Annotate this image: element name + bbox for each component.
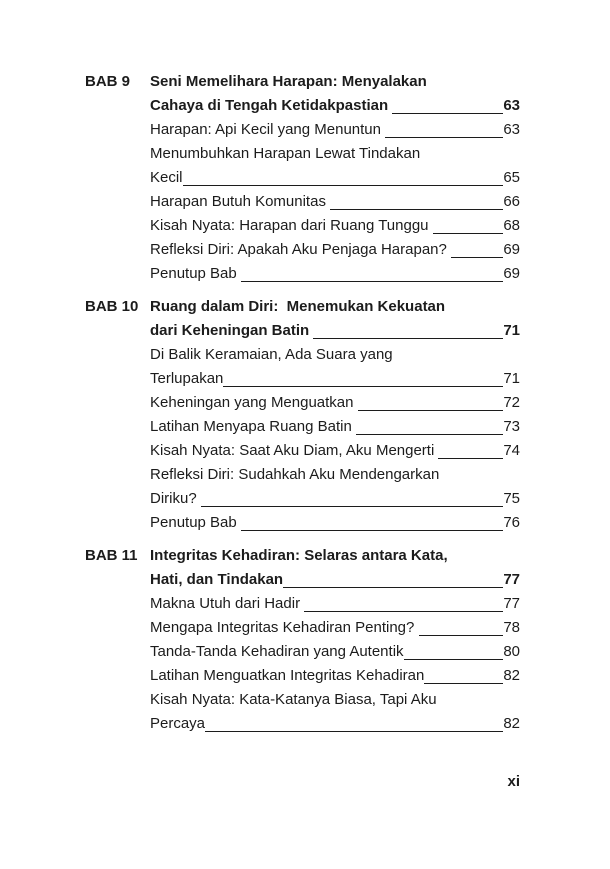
leader-line	[223, 386, 503, 387]
leader-line	[241, 281, 503, 282]
toc-entry-text: Hati, dan Tindakan	[150, 571, 284, 588]
toc-entry-text: Kisah Nyata: Saat Aku Diam, Aku Mengerti	[150, 442, 439, 459]
toc-entry-text: Kisah Nyata: Harapan dari Ruang Tunggu	[150, 217, 433, 234]
toc-entry-text: Diriku?	[150, 490, 201, 507]
leader-line	[451, 257, 503, 258]
toc-row	[150, 214, 520, 238]
leader-line	[392, 113, 503, 114]
toc-entry-text: Latihan Menyapa Ruang Batin	[150, 418, 356, 435]
leader-line	[283, 587, 503, 588]
toc-entry-page: 77	[503, 571, 520, 588]
toc-entry-text: Terlupakan	[150, 370, 224, 387]
toc-row	[150, 439, 520, 463]
toc-entry-page: 75	[503, 490, 520, 507]
toc-row	[150, 70, 520, 94]
toc-row	[150, 166, 520, 190]
toc-entry-text: Seni Memelihara Harapan: Menyalakan	[150, 73, 427, 90]
table-of-contents	[85, 70, 520, 736]
chapter-label: BAB 11	[85, 547, 138, 564]
toc-entry-page: 74	[503, 442, 520, 459]
toc-entry-text: Percaya	[150, 715, 206, 732]
leader-line	[330, 209, 503, 210]
toc-entry-page: 68	[503, 217, 520, 234]
toc-entry-page: 82	[503, 667, 520, 684]
leader-line	[358, 410, 504, 411]
leader-line	[313, 338, 503, 339]
toc-entry-page: 73	[503, 418, 520, 435]
toc-row	[150, 391, 520, 415]
toc-entry-page: 77	[503, 595, 520, 612]
toc-entry-page: 80	[503, 643, 520, 660]
toc-row	[150, 463, 520, 487]
leader-line	[356, 434, 503, 435]
toc-entry-page: 71	[503, 370, 520, 387]
leader-line	[404, 659, 504, 660]
leader-line	[433, 233, 504, 234]
toc-row	[150, 544, 520, 568]
chapter-rows	[150, 70, 520, 286]
leader-line	[438, 458, 503, 459]
leader-line	[304, 611, 503, 612]
toc-entry-text: Kisah Nyata: Kata-Katanya Biasa, Tapi Aku	[150, 691, 437, 708]
toc-chapter	[85, 544, 520, 736]
toc-entry-text: Harapan Butuh Komunitas	[150, 193, 331, 210]
toc-entry-text: Tanda-Tanda Kehadiran yang Autentik	[150, 643, 404, 660]
chapter-rows	[150, 295, 520, 535]
toc-entry-page: 78	[503, 619, 520, 636]
toc-row	[150, 616, 520, 640]
toc-entry-text: Integritas Kehadiran: Selaras antara Kata,	[150, 547, 448, 564]
toc-entry-text: Penutup Bab	[150, 265, 241, 282]
toc-chapter	[85, 70, 520, 286]
leader-line	[205, 731, 503, 732]
toc-row	[150, 487, 520, 511]
toc-entry-text: Penutup Bab	[150, 514, 241, 531]
toc-entry-text: Menumbuhkan Harapan Lewat Tindakan	[150, 145, 421, 162]
toc-row	[150, 712, 520, 736]
toc-row	[150, 343, 520, 367]
toc-row	[150, 568, 520, 592]
toc-row	[150, 367, 520, 391]
toc-entry-text: Keheningan yang Menguatkan	[150, 394, 358, 411]
toc-entry-page: 65	[503, 169, 520, 186]
leader-line	[201, 506, 503, 507]
chapter-label: BAB 9	[85, 73, 131, 90]
toc-row	[150, 664, 520, 688]
toc-entry-page: 71	[503, 322, 520, 339]
toc-row	[150, 238, 520, 262]
toc-entry-page: 63	[503, 97, 520, 114]
toc-row	[150, 688, 520, 712]
toc-entry-text: Makna Utuh dari Hadir	[150, 595, 305, 612]
toc-entry-text: Di Balik Keramaian, Ada Suara yang	[150, 346, 393, 363]
toc-entry-page: 63	[503, 121, 520, 138]
toc-entry-text: Ruang dalam Diri: Menemukan Kekuatan	[150, 298, 446, 315]
toc-chapter	[85, 295, 520, 535]
toc-row	[150, 415, 520, 439]
chapter-rows	[150, 544, 520, 736]
toc-row	[150, 94, 520, 118]
toc-entry-page: 69	[503, 241, 520, 258]
leader-line	[385, 137, 503, 138]
chapter-label: BAB 10	[85, 298, 139, 315]
toc-row	[150, 295, 520, 319]
toc-row	[150, 118, 520, 142]
toc-entry-text: Mengapa Integritas Kehadiran Penting?	[150, 619, 419, 636]
leader-line	[419, 635, 504, 636]
toc-entry-page: 66	[503, 193, 520, 210]
leader-line	[424, 683, 503, 684]
toc-entry-text: Refleksi Diri: Apakah Aku Penjaga Harapan?	[150, 241, 452, 258]
toc-entry-page: 69	[503, 265, 520, 282]
folio-page-number: xi	[507, 773, 520, 790]
toc-entry-text: Harapan: Api Kecil yang Menuntun	[150, 121, 386, 138]
toc-entry-page: 72	[503, 394, 520, 411]
leader-line	[241, 530, 503, 531]
toc-row	[150, 190, 520, 214]
toc-entry-page: 76	[503, 514, 520, 531]
toc-row	[150, 592, 520, 616]
toc-row	[150, 319, 520, 343]
toc-entry-text: Kecil	[150, 169, 183, 186]
leader-line	[183, 185, 504, 186]
toc-row	[150, 142, 520, 166]
toc-row	[150, 262, 520, 286]
toc-entry-text: Cahaya di Tengah Ketidakpastian	[150, 97, 393, 114]
toc-entry-text: Refleksi Diri: Sudahkah Aku Mendengarkan	[150, 466, 440, 483]
toc-row	[150, 511, 520, 535]
toc-entry-text: Latihan Menguatkan Integritas Kehadiran	[150, 667, 425, 684]
toc-entry-text: dari Keheningan Batin	[150, 322, 314, 339]
toc-entry-page: 82	[503, 715, 520, 732]
toc-row	[150, 640, 520, 664]
